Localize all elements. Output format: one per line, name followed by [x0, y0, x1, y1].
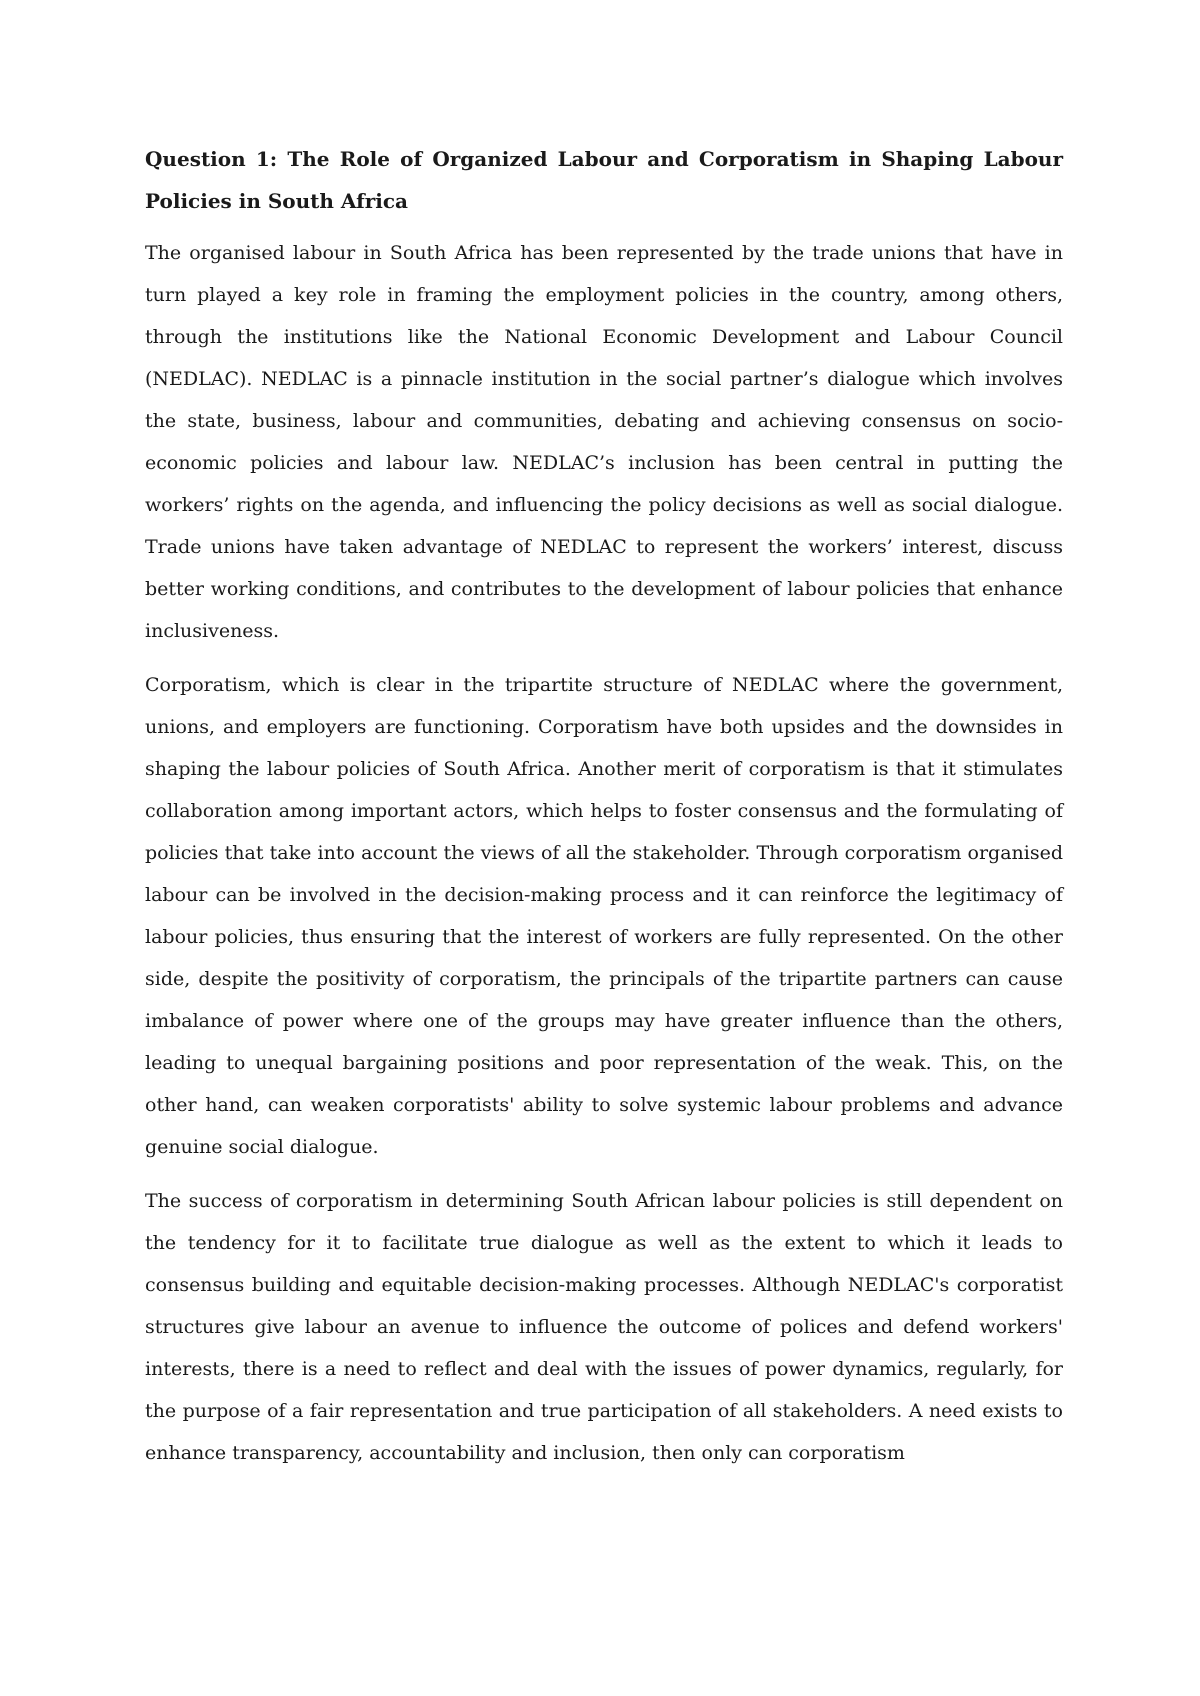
paragraph-corporatism: Corporatism, which is clear in the tripartite structure of NEDLAC where the government, unions, and employers are functioning. Corporatism have both upsides and the downsides in shaping the labour policies of South Africa. Another merit of corporatism is that it stimulates collaboration among important actors, which helps to foster consensus and the formulating of policies that take into account the views of all the stakeholder. Through corporatism organised labour can be involved in the decision-making process and it can reinforce the legitimacy of labour policies, thus ensuring that the interest of workers are fully represented. On the other side, despite the positivity of corporatism, the principals of the tripartite partners can cause imbalance of power where one of the groups may have greater influence than the others, leading to unequal bargaining positions and poor representation of the weak. This, on the other hand, can weaken corporatists' ability to solve systemic labour problems and advance genuine social dialogue.	[145, 674, 1063, 1158]
paragraph-success-of-corporatism: The success of corporatism in determining South African labour policies is still dependent on the tendency for it to facilitate true dialogue as well as the extent to which it leads to consensus building and equitable decision-making processes. Although NEDLAC's corporatist structures give labour an avenue to influence the outcome of polices and defend workers' interests, there is a need to reflect and deal with the issues of power dynamics, regularly, for the purpose of a fair representation and true participation of all stakeholders. A need exists to enhance transparency, accountability and inclusion, then only can corporatism	[145, 1190, 1063, 1464]
question-heading: Question 1: The Role of Organized Labour and Corporatism in Shaping Labour Policies in South Africa	[145, 147, 1063, 213]
document-body	[145, 138, 1063, 1486]
paragraph-organised-labour: The organised labour in South Africa has been represented by the trade unions that have in turn played a key role in framing the employment policies in the country, among others, through the institutions like the National Economic Development and Labour Council (NEDLAC). NEDLAC is a pinnacle institution in the social partner’s dialogue which involves the state, business, labour and communities, debating and achieving consensus on socio-economic policies and labour law. NEDLAC’s inclusion has been central in putting the workers’ rights on the agenda, and influencing the policy decisions as well as social dialogue. Trade unions have taken advantage of NEDLAC to represent the workers’ interest, discuss better working conditions, and contributes to the development of labour policies that enhance inclusiveness.	[145, 242, 1063, 642]
